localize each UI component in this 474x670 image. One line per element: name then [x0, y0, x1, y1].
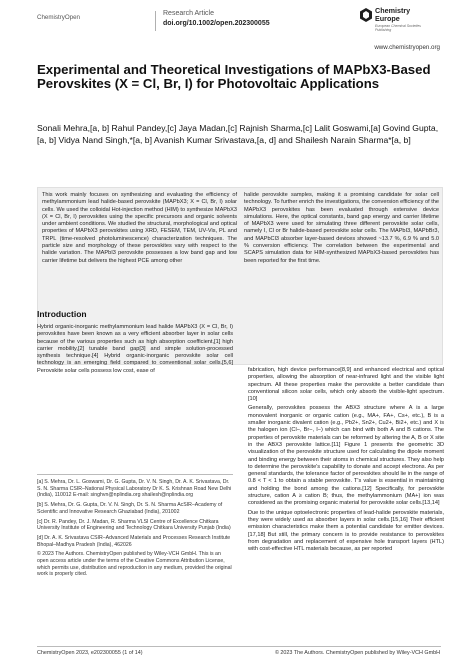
logo-name: Chemistry Europe — [375, 6, 411, 23]
abstract-right-column: halide perovskite samples, making it a promising candidate for solar cell technology. To further enrich the investigations, the conversion efficiency of the MAPbX3 perovskites has been evaluated through extensive device simulations. Here, the optical constants, band gap energy and carrier lifetime of MAPbX3 were used for simulating three different perovskite solar cells, namely I, Cl or Br halide-based perovskite solar cells. The MAPbI3, MAPbBr3, and MAPbCl3 absorber layer-based devices showed ~13.7 %, 6.9 % and 5.0 % conversion efficiency. The correlation between the experimental and SCAPS simulation data for HIM-synthesized MAPbX3-based perovskites has been reported for the first time. — [244, 192, 439, 264]
affiliations — [37, 474, 233, 581]
publisher-logo[interactable] — [360, 6, 440, 36]
header-divider — [155, 11, 156, 31]
author-list: Sonali Mehra,[a, b] Rahul Pandey,[c] Jaya Madan,[c] Rajnish Sharma,[c] Lalit Goswami,[a] Govind Gupta,[a, b] Vidya Nand Singh,*[a, b] Avanish Kumar Srivastava,[a, d] and Shailesh Narain Sharma*[a, b] — [37, 123, 439, 145]
license-notice: © 2023 The Authors. ChemistryOpen published by Wiley-VCH GmbH. This is an open access article under the terms of the Creative Commons Attribution License, which permits use, distribution and reproduction in any medium, provided the original work is properly cited. — [37, 551, 232, 578]
intro-left-column — [37, 324, 233, 377]
footer-citation: ChemistryOpen 2023, e202300055 (1 of 14) — [37, 650, 143, 656]
journal-name: ChemistryOpen — [37, 14, 80, 21]
body-paragraph: fabrication, high device performance[8,9] and enhanced electrical and optical properties, allowing the absorption of near-infrared light and the visible light spectrum. All these properties make the perovskite a better candidate than conventional silicon solar cells, which only absorb the visible-light spectrum.[10] — [248, 367, 444, 403]
affiliation-c: [c] Dr. R. Pandey, Dr. J. Madan, R. Sharma VLSI Centre of Excellence Chitkara University Institute of Engineering and Technology Chitkara University Punjab (India) — [37, 518, 231, 532]
affiliation-d: [d] Dr. A. K. Srivastava CSIR–Advanced Materials and Processes Research Institute Bhopal–Madhya Pradesh (India), 462026 — [37, 534, 231, 548]
affiliation-divider — [37, 474, 233, 475]
journal-url[interactable]: www.chemistryopen.org — [374, 44, 440, 51]
logo-subtitle: European Chemical Societies Publishing — [375, 24, 421, 33]
affiliation-a: [a] S. Mehra, Dr. L. Goswami, Dr. G. Gupta, Dr. V. N. Singh, Dr. A. K. Srivastava, Dr. S. N. Sharma CSIR–National Physical Laboratory Dr K. S. Krishnan Road New Delhi (India), 110012 E-mail: singhvn@nplindia.org shailesh@nplindia.org — [37, 479, 232, 499]
footer-divider — [37, 646, 441, 647]
intro-paragraph: Hybrid organic-inorganic methylammonium lead halide MAPbX3 (X = Cl, Br, I) perovskites have been known as a very efficient absorber layer in solar cells because of the various properties such as high absorption coefficient,[1] high carrier mobility,[2] tunable band gap[3] and simple solution-processed synthesis technique.[4] Hybrid organic-inorganic perovskite solar cell technology is an emerging field compared to conventional solar cells.[5,6] Perovskite solar cells possess low cost, ease of — [37, 324, 233, 374]
introduction-heading: Introduction — [37, 309, 87, 319]
body-paragraph: Generally, perovskites possess the ABX3 structure where A is a large monovalent inorganic or organic cation (e.g., MA+, FA+, Cs+, etc.), B is a smaller inorganic divalent cation (e.g., Pb2+, Sn2+, Cu2+, Bi2+, etc.) and X is the halogen ion (Cl−, Br−, I−) which can bind with both A and B cations. The properties of perovskite materials can be reformed by altering the A, B or X site in the ABX3 perovskite lattice.[11] Figure 1 presents the geometric 3D visualization of the perovskite structure used for calculating the dipole moment and binding energy between their atoms in chemical structures. They also help to determine the perovskite's capability to donate and accept electrons. As per general standards, the tolerance factor of perovskites should lie in the range of 0.8 < T < 1 to obtain a stable perovskite. T's value is essential in maintaining and holding the bond among the cations.[12] Specifically, for perovskite structure, cation A ≥ cation B; thus, the methylammonium (MA+) ion was considered as the promising organic material for perovskite solar cells.[13,14] — [248, 405, 444, 507]
article-type: Research Article — [163, 10, 214, 17]
abstract-left-column: This work mainly focuses on synthesizing and evaluating the efficiency of methylammonium lead halide-based perovskite (MAPbX3; X = Cl, Br, I) solar cells. We used the colloidal Hot-injection method (HIM) to synthesize MAPbX3 (X = Cl, Br, I) perovskites using the specific precursors and organic solvents under ambient conditions. We studied the structural, morphological and optical properties of MAPbX3 perovskites using XRD, FESEM, TEM, UV-Vis, PL and TRPL (time-resolved photoluminescence) characterization techniques. The particle size and morphology of these perovskites vary with respect to the halide variation. The MAPbI3 perovskite possesses a low band gap and low carrier lifetime but delivers the highest PCE among other — [42, 192, 237, 264]
intro-right-column — [248, 367, 444, 555]
doi-link[interactable]: doi.org/10.1002/open.202300055 — [163, 20, 270, 27]
article-title: Experimental and Theoretical Investigations of MAPbX3-Based Perovskites (X = Cl, Br, I) for Photovoltaic Applications — [37, 62, 431, 92]
footer-copyright: © 2023 The Authors. ChemistryOpen published by Wiley-VCH GmbH — [274, 650, 440, 656]
affiliation-b: [b] S. Mehra, Dr. G. Gupta, Dr. V. N. Singh, Dr. S. N. Sharma AcSIR–Academy of Scientific and Innovative Research Ghaziabad (India), 201002 — [37, 502, 223, 515]
chemistry-europe-logo-icon — [360, 8, 372, 22]
body-paragraph: Due to the unique optoelectronic properties of lead-halide perovskite materials, they were widely used as absorber layers in solar cells.[15,16] Their efficient emission characteristics make them a potential candidate for emitter devices.[17,18] But still, the primary concern is to provide resistance to perovskites from degradation and replacement of expensive hole transport layers (HTL) with cost-effective HTL materials because, as per reported — [248, 509, 444, 553]
